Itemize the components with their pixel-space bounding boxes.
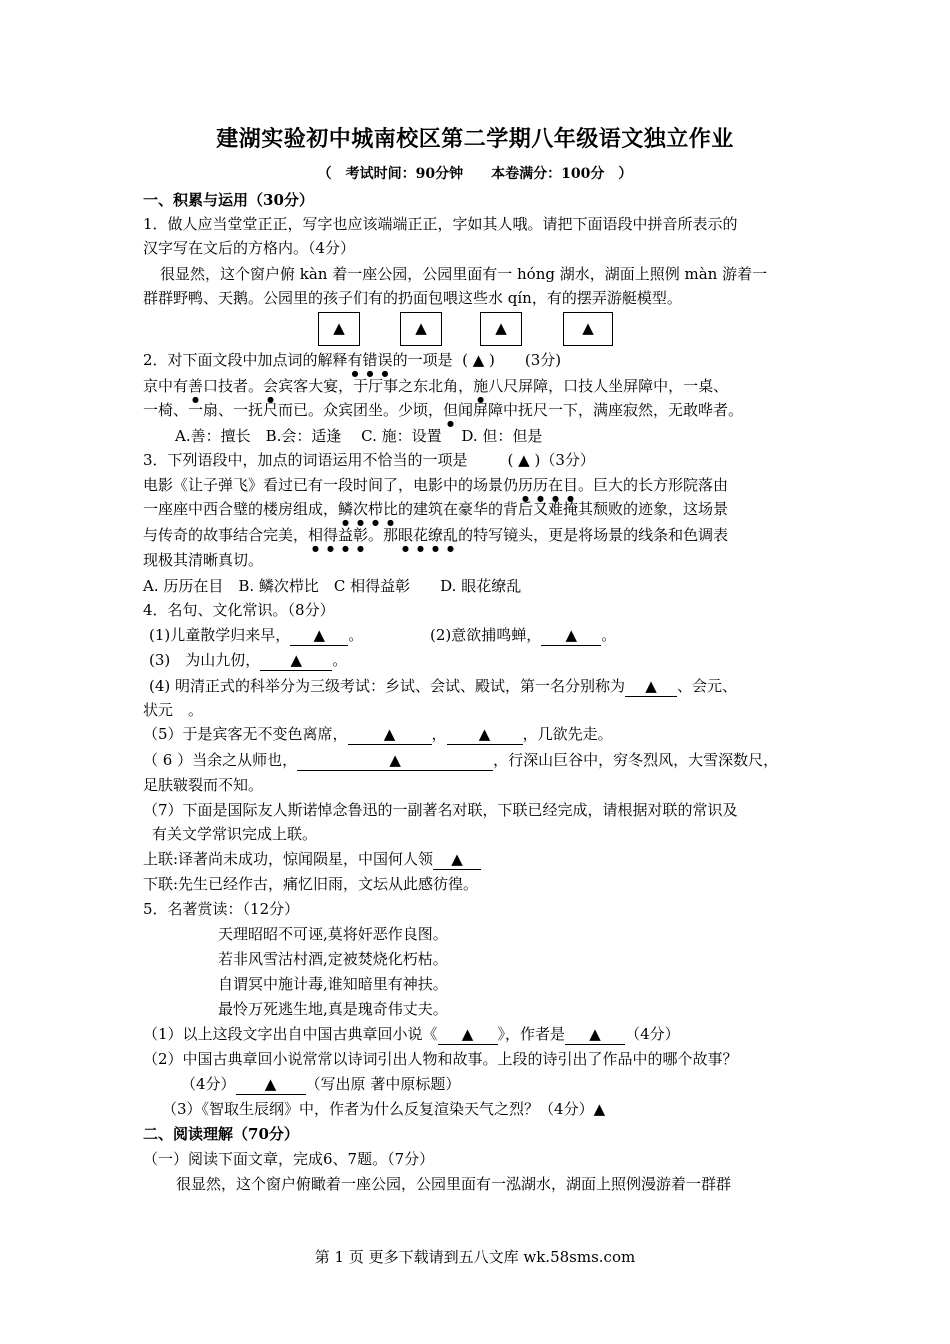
q4-text: 、会元、: [677, 677, 738, 695]
q5-sub-2-cont: [181, 1072, 460, 1096]
q3-stem-text: 3．下列语段中，加点的词语运用不恰当的一项是: [143, 451, 468, 469]
q4-item-7: （7）下面是国际友人斯诺悼念鲁迅的一副著名对联，下联已经完成，请根据对联的常识及: [143, 801, 738, 819]
exam-info: （ 考试时间：90分钟 本卷满分：100分 ）: [317, 166, 633, 182]
poem-line-3: 自谓冥中施计毒,谁知暗里有神扶。: [218, 975, 448, 993]
q3-text: 与传奇的故事结合完美，: [143, 526, 309, 544]
page-title: 建湖实验初中城南校区第二学期八年级语文独立作业: [216, 126, 734, 152]
section2-passage: 很显然，这个窗户俯瞰着一座公园，公园里面有一泓湖水，湖面上照例漫游着一群群: [176, 1175, 732, 1193]
q4-text: (2)意欲捕鸣蝉，: [430, 626, 542, 644]
poem-line-1: 天理昭昭不可诬,莫将奸恶作良图。: [218, 925, 448, 943]
q5-text: （4分）: [181, 1075, 236, 1093]
q2-text: 一椅、一扇、一抚尺而已。众宾团坐。少顷，: [143, 401, 444, 419]
q2-text: 口技者。: [203, 377, 264, 395]
q2-text: 八尺屏障，口技人坐屏障中，一桌、: [488, 377, 729, 395]
q3-passage-line4: 现极其清晰真切。: [143, 551, 264, 569]
q4-text: (1)儿童散学归来早，: [149, 626, 291, 644]
fill-blank[interactable]: ▲: [447, 724, 523, 745]
q4-text: （5）于是宾客无不变色离席，: [143, 725, 348, 743]
q5-stem: 5．名著赏读：（12分）: [143, 900, 300, 918]
q3-text: 。那: [368, 526, 399, 544]
q5-sub-3: [162, 1097, 605, 1121]
q4-item-7-cont: 有关文学常识完成上联。: [152, 825, 318, 843]
q2-dotted-word: 施: [473, 377, 489, 395]
q5-text: （3）《智取生辰纲》中，作者为什么反复渲染天气之烈？（4分）: [162, 1100, 594, 1118]
q4-stem: 4．名句、文化常识。（8分）: [143, 601, 335, 619]
q3-dotted-word: 眼花缭乱: [398, 526, 459, 544]
q4-text: 。: [601, 626, 617, 644]
q2-stem-text-2: 的一项是: [392, 351, 453, 369]
answer-marker[interactable]: ▲: [593, 1100, 606, 1118]
couplet-upper: [143, 847, 481, 871]
fill-blank[interactable]: ▲: [625, 676, 677, 697]
q5-text: （4分）: [625, 1025, 680, 1043]
q4-item-3: [149, 648, 347, 672]
q5-sub-2: （2）中国古典章回小说常常以诗词引出人物和故事。上段的诗引出了作品中的哪个故事？: [143, 1050, 738, 1068]
q2-dotted-word: 但: [443, 401, 459, 419]
q3-dotted-word: 相得益彰: [308, 526, 369, 544]
fill-blank[interactable]: ▲: [260, 650, 332, 671]
fill-blank[interactable]: ▲: [297, 750, 493, 771]
q4-item-4: [149, 674, 737, 698]
q4-item-1: [149, 623, 363, 647]
q5-text: （1）以上这段文字出自中国古典章回小说《: [143, 1025, 438, 1043]
q3-stem: [143, 448, 595, 472]
q4-item-6: [143, 748, 778, 772]
answer-box-2[interactable]: ▲: [400, 312, 442, 346]
fill-blank[interactable]: ▲: [438, 1024, 498, 1045]
answer-box-1[interactable]: ▲: [318, 312, 360, 346]
q2-text: 京中有: [143, 377, 189, 395]
fill-blank[interactable]: ▲: [290, 625, 348, 646]
q4-item-5: [143, 722, 613, 746]
q4-item-2: [430, 623, 616, 647]
q3-text: 的特写镜头，更是将场景的线条和色调表: [458, 526, 729, 544]
q4-text: 。: [332, 651, 348, 669]
couplet-text: 上联:译著尚未成功，惊闻陨星，中国何人领: [143, 850, 434, 868]
poem-line-4: 最怜万死逃生地,真是瑰奇伟丈夫。: [218, 1000, 448, 1018]
q4-text: ，几欲先走。: [522, 725, 613, 743]
q2-options: A.善：擅长 B.会：适逢 C. 施：设置 D. 但：但是: [175, 427, 543, 445]
q2-answer-slot[interactable]: ( ▲ ) (3分): [462, 351, 562, 369]
answer-box-4[interactable]: ▲: [563, 312, 613, 346]
fill-blank[interactable]: ▲: [565, 1024, 625, 1045]
fill-blank[interactable]: ▲: [348, 724, 432, 745]
q5-sub-1: [143, 1022, 680, 1046]
q3-options: A. 历历在目 B. 鳞次栉比 C 相得益彰 D. 眼花缭乱: [143, 577, 522, 595]
poem-line-2: 若非风雪沽村酒,定被焚烧化朽枯。: [218, 950, 448, 968]
q4-item-4-cont: 状元 。: [143, 701, 204, 719]
q4-text: ，行深山巨谷中，穷冬烈风，大雪深数尺，: [493, 751, 779, 769]
fill-blank[interactable]: ▲: [236, 1074, 306, 1095]
q5-text: （写出原 著中原标题）: [305, 1075, 461, 1093]
q1-passage-line2: 群群野鸭、天鹅。公园里的孩子们有的扔面包喂这些水 qín，有的摆弄游艇模型。: [143, 289, 682, 307]
couplet-lower: 下联:先生已经作古，痛忆旧雨，文坛从此感彷徨。: [143, 875, 479, 893]
q2-dotted-word: 善: [188, 377, 204, 395]
q4-text: 。: [348, 626, 364, 644]
q3-text: 电影《让子弹飞》看过已有一段时间了，电影中的场景仍: [143, 476, 519, 494]
q3-text: 的建筑在豪华的背后又难掩其颓败的迹象，这场景: [398, 500, 729, 518]
q1-stem-line1: 1．做人应当堂堂正正，写字也应该端端正正，字如其人哦。请把下面语段中拼音所表示的: [143, 215, 738, 233]
q2-text: 宾客大宴，于厅事之东北角，: [278, 377, 474, 395]
q4-text: (3) 为山九仞，: [149, 651, 261, 669]
q4-text: ，: [431, 725, 447, 743]
q2-stem-text: 2．对下面文段中加点词的解释: [143, 351, 348, 369]
q2-text: 闻屏障中抚尺一下，满座寂然，无敢哗者。: [458, 401, 744, 419]
q1-stem-line2: 汉字写在文后的方格内。（4分）: [143, 239, 356, 257]
q4-text: （ 6 ）当余之从师也，: [143, 751, 298, 769]
section1-heading: 一、积累与运用（30分）: [143, 191, 314, 209]
q1-passage-line1: 很显然，这个窗户俯 kàn 着一座公园，公园里面有一 hóng 湖水，湖面上照例 màn 游着一: [160, 265, 768, 283]
q3-dotted-word: 鳞次栉比: [338, 500, 399, 518]
q3-text: 一座座中西合璧的楼房组成，: [143, 500, 339, 518]
fill-blank[interactable]: ▲: [433, 849, 481, 870]
q3-answer-slot[interactable]: ( ▲ )（3分）: [507, 451, 595, 469]
answer-box-3[interactable]: ▲: [480, 312, 522, 346]
section2-sub1: （一）阅读下面文章，完成6、7题。（7分）: [143, 1150, 435, 1168]
q4-text: (4) 明清正式的科举分为三级考试：乡试、会试、殿试，第一名分别称为: [149, 677, 626, 695]
q5-text: 》，作者是: [497, 1025, 566, 1043]
fill-blank[interactable]: ▲: [541, 625, 601, 646]
q3-text: 。巨大的长方形院落由: [578, 476, 729, 494]
page-footer: 第 1 页 更多下载请到五八文库 wk.58sms.com: [314, 1248, 636, 1266]
q4-item-6-cont: 足肤皲裂而不知。: [143, 776, 264, 794]
q2-dotted-word: 会: [263, 377, 279, 395]
q3-dotted-word: 历历在目: [518, 476, 579, 494]
section2-heading: 二、阅读理解（70分）: [143, 1125, 299, 1143]
q2-stem-dotted: 有错误: [347, 351, 393, 369]
